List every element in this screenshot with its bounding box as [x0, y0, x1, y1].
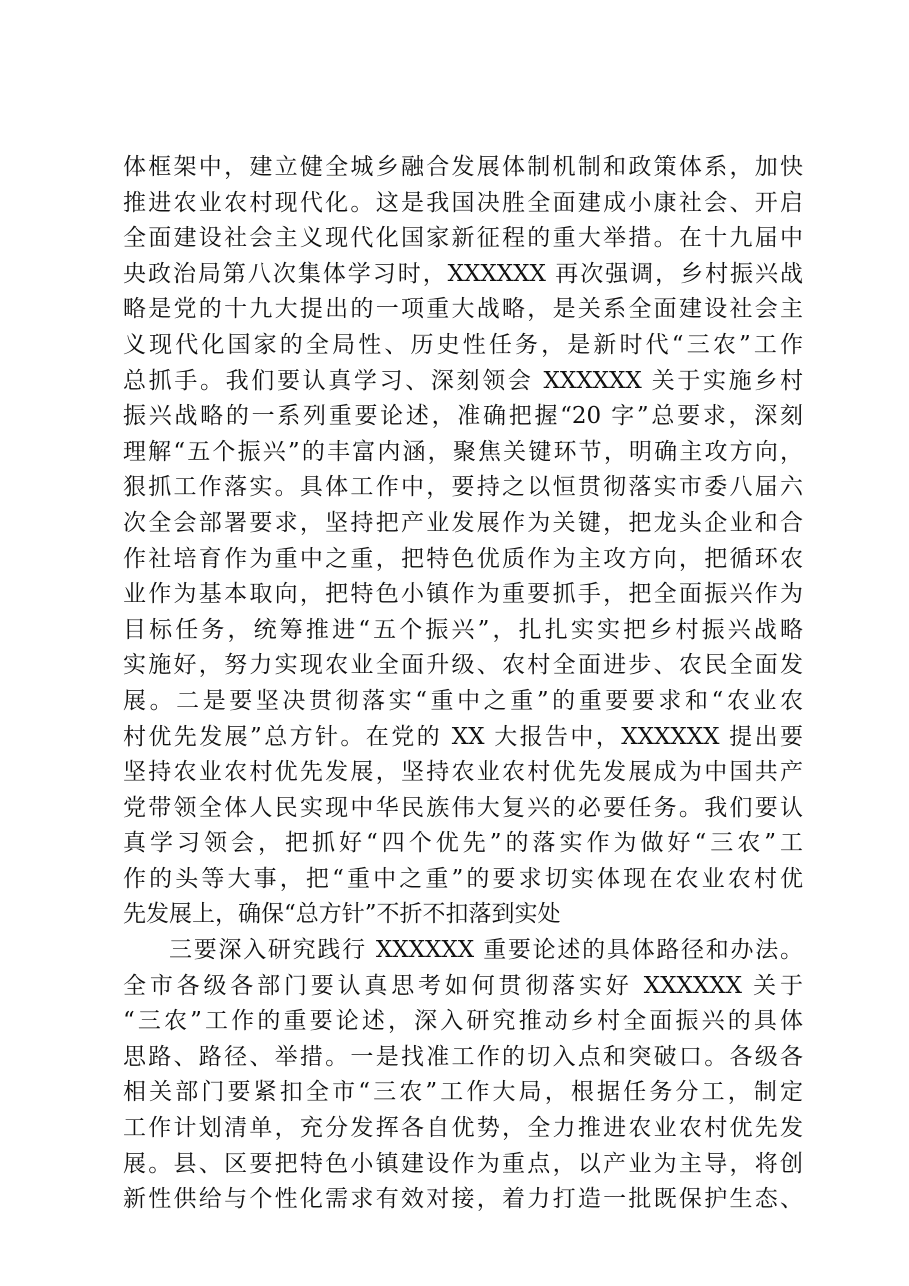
text-line: 相关部门要紧扣全市“三农”工作大局，根据任务分工，制定 [123, 1079, 803, 1106]
text-line: 三要深入研究践行 XXXXXX 重要论述的具体路径和办法。 [169, 937, 803, 964]
text-line: 次全会部署要求，坚持把产业发展作为关键，把龙头企业和合 [123, 509, 803, 536]
text-line: 狠抓工作落实。具体工作中，要持之以恒贯彻落实市委八届六 [123, 474, 803, 501]
text-line: 振兴战略的一系列重要论述，准确把握“20 字”总要求，深刻 [123, 403, 803, 430]
text-line: 推进农业农村现代化。这是我国决胜全面建成小康社会、开启 [123, 189, 803, 216]
text-line: 思路、路径、举措。一是找准工作的切入点和突破口。各级各 [123, 1043, 803, 1070]
text-line: 总抓手。我们要认真学习、深刻领会 XXXXXX 关于实施乡村 [123, 367, 803, 394]
text-line: 村优先发展”总方针。在党的 XX 大报告中，XXXXXX 提出要 [123, 723, 803, 750]
text-line: 新性供给与个性化需求有效对接，着力打造一批既保护生态、 [123, 1186, 803, 1213]
text-line: 先发展上，确保“总方针”不折不扣落到实处 [123, 901, 561, 928]
text-line: 展。二是要坚决贯彻落实“重中之重”的重要要求和“农业农 [123, 687, 803, 714]
text-line: 坚持农业农村优先发展，坚持农业农村优先发展成为中国共产 [123, 759, 803, 786]
text-line: 业作为基本取向，把特色小镇作为重要抓手，把全面振兴作为 [123, 581, 803, 608]
body-text [123, 150, 803, 1218]
text-line: 作社培育作为重中之重，把特色优质作为主攻方向，把循环农 [123, 545, 803, 572]
text-line: 党带领全体人民实现中华民族伟大复兴的必要任务。我们要认 [123, 794, 803, 821]
paragraph-1 [123, 150, 803, 933]
text-line: 略是党的十九大提出的一项重大战略，是关系全面建设社会主 [123, 296, 803, 323]
text-line: 作的头等大事，把“重中之重”的要求切实体现在农业农村优 [123, 865, 803, 892]
text-line: 全面建设社会主义现代化国家新征程的重大举措。在十九届中 [123, 225, 803, 252]
text-line: 央政治局第八次集体学习时，XXXXXX 再次强调，乡村振兴战 [123, 260, 803, 287]
text-line: “三农”工作的重要论述，深入研究推动乡村全面振兴的具体 [123, 1008, 803, 1035]
text-line: 义现代化国家的全局性、历史性任务，是新时代“三农”工作 [123, 331, 803, 358]
text-line: 工作计划清单，充分发挥各自优势，全力推进农业农村优先发 [123, 1115, 803, 1142]
text-line: 体框架中，建立健全城乡融合发展体制机制和政策体系，加快 [123, 154, 803, 180]
paragraph-2 [123, 933, 803, 1218]
text-line: 目标任务，统筹推进“五个振兴”，扎扎实实把乡村振兴战略 [123, 616, 803, 643]
text-line: 真学习领会，把抓好“四个优先”的落实作为做好“三农”工 [123, 830, 803, 857]
text-line: 全市各级各部门要认真思考如何贯彻落实好 XXXXXX 关于 [123, 972, 803, 999]
text-line: 实施好，努力实现农业全面升级、农村全面进步、农民全面发 [123, 652, 803, 679]
text-line: 理解“五个振兴”的丰富内涵，聚焦关键环节，明确主攻方向， [123, 438, 803, 465]
text-line: 展。县、区要把特色小镇建设作为重点，以产业为主导，将创 [123, 1150, 803, 1177]
